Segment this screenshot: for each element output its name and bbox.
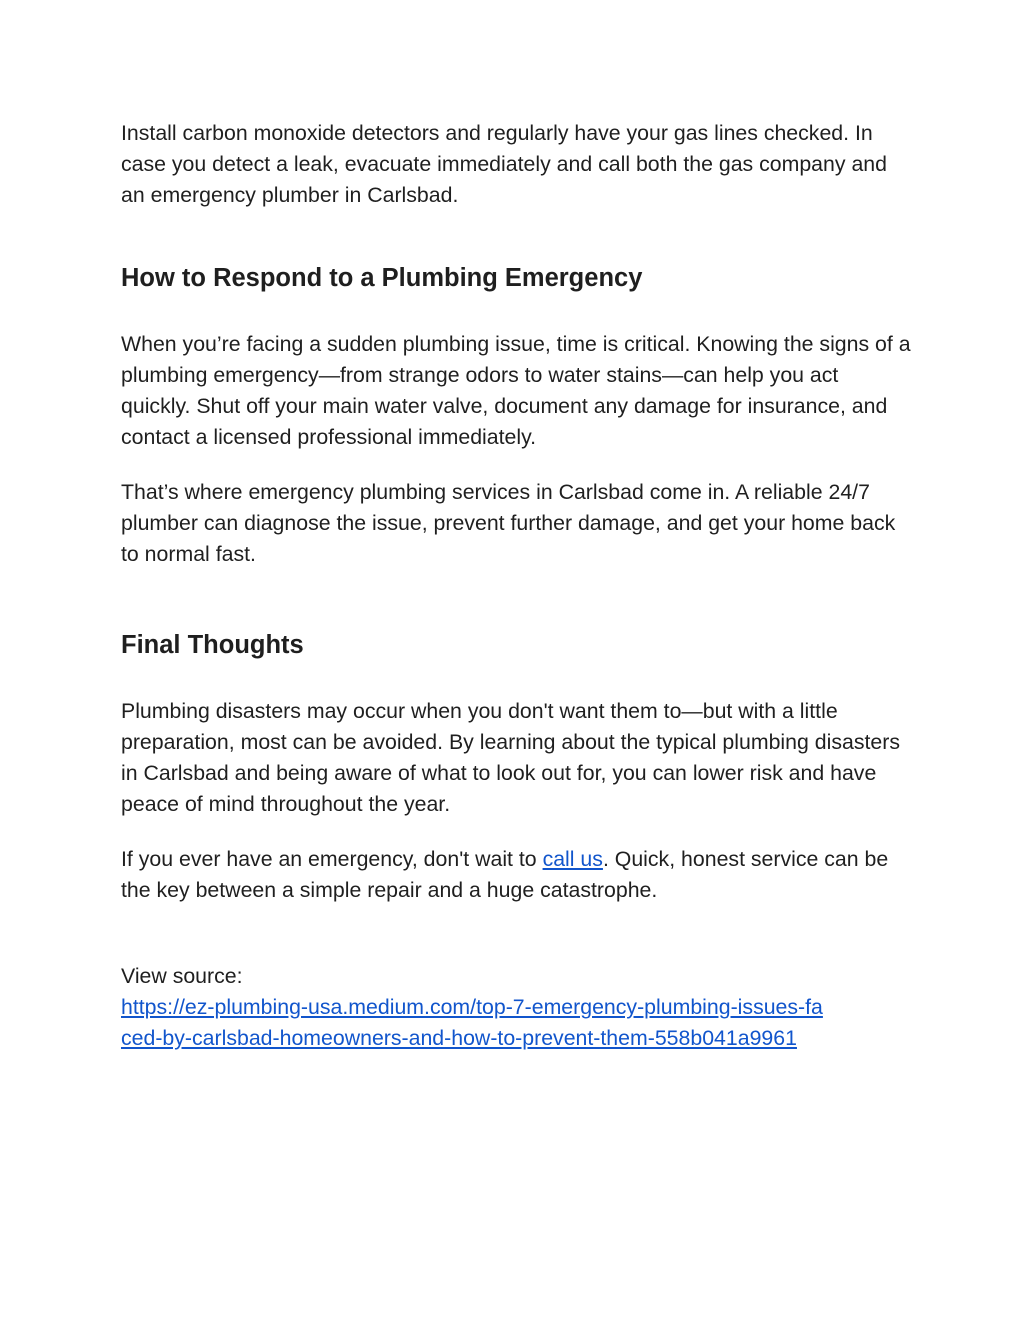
heading-final-thoughts: Final Thoughts <box>121 631 304 659</box>
final-paragraph-2-after: . Quick, honest service can be the key between a simple repair and a huge catastrophe. <box>121 847 889 902</box>
source-label: View source: <box>121 964 243 988</box>
respond-paragraph-1: When you’re facing a sudden plumbing issue, time is critical. Knowing the signs of a plumbing emergency—from strange odors to water stains—can help you act quickly. Shut off your main water valve, document any damage for insurance, and contact a licensed professional immediately. <box>121 332 911 449</box>
final-paragraph-1: Plumbing disasters may occur when you don't want them to—but with a little preparation, most can be avoided. By learning about the typical plumbing disasters in Carlsbad and being aware of what to look out for, you can lower risk and have peace of mind throughout the year. <box>121 699 900 816</box>
call-us-link[interactable]: call us <box>542 847 603 871</box>
final-paragraph-2 <box>121 844 911 906</box>
heading-respond-emergency: How to Respond to a Plumbing Emergency <box>121 264 643 292</box>
source-url-line-2: ced-by-carlsbad-homeowners-and-how-to-prevent-them-558b041a9961 <box>121 1026 797 1050</box>
document-page <box>121 118 911 1054</box>
respond-paragraph-2: That’s where emergency plumbing services in Carlsbad come in. A reliable 24/7 plumber can diagnose the issue, prevent further damage, and get your home back to normal fast. <box>121 480 896 566</box>
final-paragraph-2-before: If you ever have an emergency, don't wait to <box>121 847 543 871</box>
intro-paragraph: Install carbon monoxide detectors and regularly have your gas lines checked. In case you detect a leak, evacuate immediately and call both the gas company and an emergency plumber in Carlsbad. <box>121 121 887 207</box>
source-url-link[interactable] <box>121 995 823 1050</box>
source-block <box>121 961 911 1054</box>
source-url-line-1: https://ez-plumbing-usa.medium.com/top-7-emergency-plumbing-issues-fa <box>121 995 823 1019</box>
